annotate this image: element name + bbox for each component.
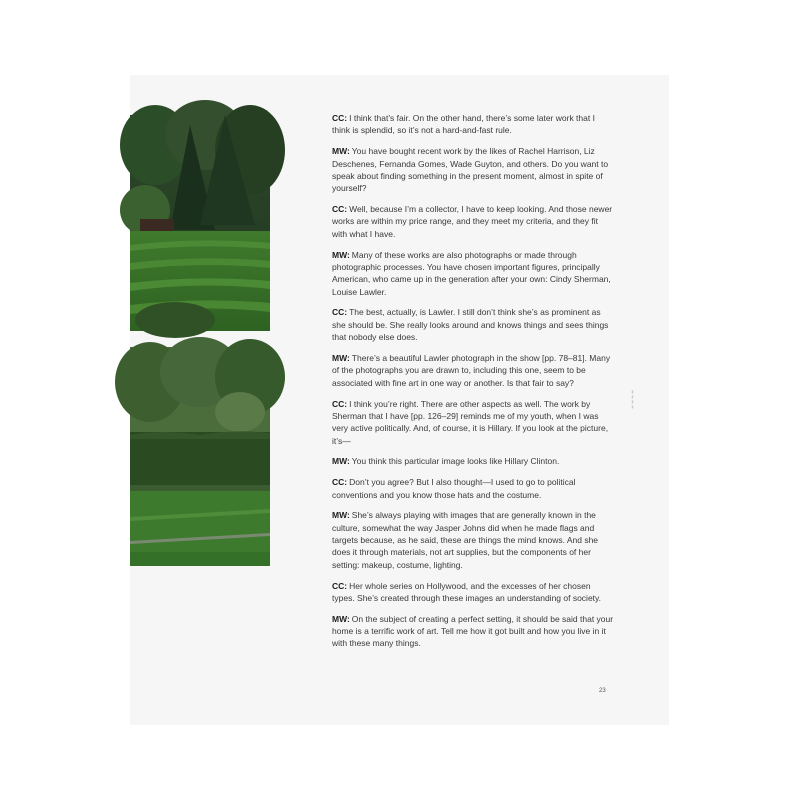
- speaker-label: MW:: [332, 146, 350, 157]
- book-page: [130, 75, 669, 725]
- interview-paragraph: [332, 509, 614, 571]
- paragraph-text: Many of these works are also photographs or made through photographic processes. You have chosen important figures, principally American, who came up in the generation after your own: Cindy Sherman, Louise Lawler.: [332, 249, 611, 297]
- interview-paragraph: [332, 580, 614, 605]
- paragraph-text: You have bought recent work by the likes of Rachel Harrison, Liz Deschenes, Fernanda Gomes, Wade Guyton, and others. Do you want to speak about finding something in the present moment, almost in spite of yourself?: [332, 146, 609, 194]
- speaker-label: CC:: [332, 398, 348, 409]
- speaker-label: MW:: [332, 456, 350, 467]
- speaker-label: CC:: [332, 113, 348, 123]
- speaker-label: MW:: [332, 352, 350, 363]
- photo-hedge-and-lawn: [130, 347, 270, 566]
- interview-paragraph: [332, 455, 614, 467]
- speaker-label: MW:: [332, 510, 350, 521]
- speaker-label: CC:: [332, 204, 348, 215]
- paragraph-text: I think that’s fair. On the other hand, there’s some later work that I think is splendid, so it’s not a hard-and-fast rule.: [332, 113, 595, 136]
- interview-paragraph: [332, 249, 614, 299]
- interview-text: [332, 112, 614, 658]
- speaker-label: CC:: [332, 580, 348, 591]
- paragraph-text: She’s always playing with images that are generally known in the culture, somewhat the way Jasper Johns did when he made flags and targets because, as he said, these are things the mind knows. And she does it through materials, not art supplies, but the components of her setting: makeup, costume, lighting.: [332, 510, 599, 570]
- paragraph-text: On the subject of creating a perfect setting, it should be said that your home is a terrific work of art. Tell me how it got built and how you live in it with these many things.: [332, 613, 614, 649]
- photo-lawn-with-trees: [130, 115, 270, 331]
- paragraph-text: There’s a beautiful Lawler photograph in the show [pp. 78–81]. Many of the photographs you are drawn to, including this one, seem to be associated with fine art in one way or another. Is that fair to say?: [332, 352, 611, 388]
- paragraph-text: I think you’re right. There are other aspects as well. The work by Sherman that I have [pp. 126–29] reminds me of my youth, when I was very active politically. And, of course, it is Hillary. If you look at the picture, it’s—: [332, 398, 609, 446]
- interview-paragraph: [332, 352, 614, 389]
- interview-paragraph: [332, 398, 614, 448]
- speaker-label: CC:: [332, 477, 348, 488]
- paragraph-text: Well, because I’m a collector, I have to keep looking. And those newer works are within my price range, and they meet my criteria, and they fit with what I have.: [332, 204, 613, 239]
- speaker-label: MW:: [332, 613, 350, 624]
- interview-paragraph: [332, 203, 614, 240]
- speaker-label: MW:: [332, 249, 350, 260]
- interview-paragraph: [332, 613, 614, 650]
- interview-paragraph: [332, 306, 614, 343]
- paragraph-text: You think this particular image looks like Hillary Clinton.: [351, 456, 560, 467]
- paragraph-text: The best, actually, is Lawler. I still don’t think she’s as prominent as she should be. She really looks around and knows things and sees things that nobody else does.: [332, 307, 609, 343]
- faint-watermark: ▮▮▮▮: [630, 389, 635, 409]
- interview-paragraph: [332, 145, 614, 195]
- paragraph-text: Her whole series on Hollywood, and the excesses of her chosen types. She’s created through these images an understanding of society.: [332, 580, 602, 603]
- speaker-label: CC:: [332, 307, 348, 318]
- interview-paragraph: [332, 112, 614, 137]
- page-number: 23: [599, 688, 606, 694]
- interview-paragraph: [332, 476, 614, 501]
- paragraph-text: Don’t you agree? But I also thought—I used to go to political conventions and you know those hats and the costume.: [332, 477, 576, 500]
